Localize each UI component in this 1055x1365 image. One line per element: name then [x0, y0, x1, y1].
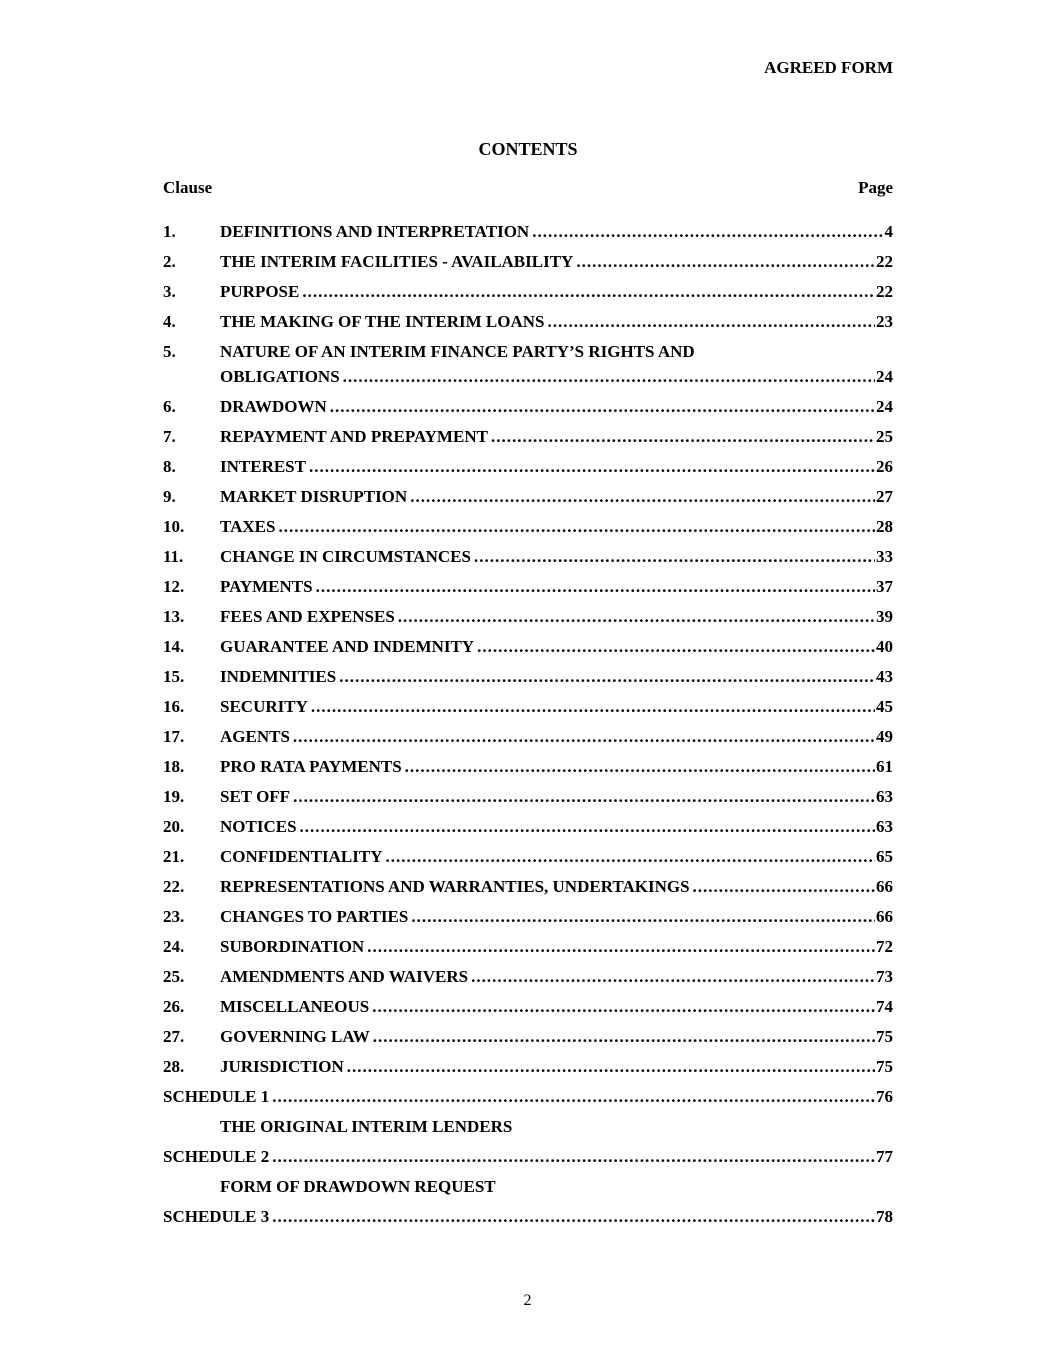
toc-entry-number: 13. — [163, 607, 185, 626]
toc-entry-number: 17. — [163, 727, 185, 746]
toc-entry-line — [220, 219, 893, 244]
toc-entry-body — [220, 844, 893, 869]
toc-entry-page: 63 — [876, 787, 893, 806]
toc-entry — [163, 784, 893, 809]
toc-entry-body — [163, 1204, 893, 1229]
toc-entry-title: DEFINITIONS AND INTERPRETATION — [220, 222, 530, 241]
dot-leader — [373, 1024, 875, 1049]
toc-entry — [163, 309, 893, 334]
toc-entry-number: 11. — [163, 547, 184, 566]
toc-entry-body — [220, 784, 893, 809]
toc-entry — [163, 574, 893, 599]
toc-entry-line — [163, 1144, 893, 1169]
toc-entry-title: CHANGE IN CIRCUMSTANCES — [220, 547, 471, 566]
dot-leader — [300, 814, 875, 839]
toc-entry-page: 24 — [876, 397, 893, 416]
toc-entry-body — [220, 1174, 893, 1199]
toc-entry — [163, 664, 893, 689]
dot-leader — [693, 874, 875, 899]
toc-entry-title: PRO RATA PAYMENTS — [220, 757, 402, 776]
toc-entry-title: SCHEDULE 1 — [163, 1087, 270, 1106]
toc-entry-title: SECURITY — [220, 697, 308, 716]
toc-entry-page: 27 — [876, 487, 893, 506]
toc-entry-line — [220, 249, 893, 274]
toc-entry-title: INDEMNITIES — [220, 667, 337, 686]
toc-entry-body — [220, 694, 893, 719]
toc-entry-page: 72 — [876, 937, 893, 956]
toc-entry-line — [220, 1054, 893, 1079]
toc-entry-page: 63 — [876, 817, 893, 836]
toc-entry-page: 49 — [876, 727, 893, 746]
toc-entry-title: DRAWDOWN — [220, 397, 327, 416]
dot-leader — [547, 309, 875, 334]
toc-entry-body — [220, 309, 893, 334]
toc-entry-line — [220, 1024, 893, 1049]
toc-entry-title: NOTICES — [220, 817, 297, 836]
toc-entry-body — [220, 249, 893, 274]
dot-leader — [343, 364, 875, 389]
toc-entry — [163, 634, 893, 659]
toc-entry-title: MARKET DISRUPTION — [220, 487, 408, 506]
dot-leader — [272, 1084, 875, 1109]
toc-entry-page: 65 — [876, 847, 893, 866]
toc-entry-body — [220, 424, 893, 449]
toc-entry-line — [220, 424, 893, 449]
toc-entry-title: GOVERNING LAW — [220, 1027, 370, 1046]
toc-entry-number: 12. — [163, 577, 185, 596]
agreed-form-label: AGREED FORM — [764, 58, 893, 77]
toc-entry-line — [220, 309, 893, 334]
toc-entry — [163, 964, 893, 989]
toc-entry-line — [220, 694, 893, 719]
dot-leader — [411, 904, 875, 929]
toc-entry-body — [220, 1054, 893, 1079]
toc-entry — [163, 814, 893, 839]
dot-leader — [398, 604, 875, 629]
toc-entry-line — [220, 364, 893, 389]
toc-entry — [163, 339, 893, 389]
toc-entry-number: 3. — [163, 282, 176, 301]
dot-leader — [477, 634, 875, 659]
table-of-contents — [163, 219, 893, 1229]
toc-entry — [163, 514, 893, 539]
toc-entry-body — [220, 484, 893, 509]
toc-entry-line — [220, 934, 893, 959]
toc-entry-body — [220, 874, 893, 899]
dot-leader — [410, 484, 875, 509]
toc-entry — [163, 394, 893, 419]
toc-entry — [163, 994, 893, 1019]
toc-entry-body — [220, 339, 893, 389]
toc-entry-body — [220, 454, 893, 479]
toc-entry-page: 39 — [876, 607, 893, 626]
toc-entry-line — [220, 514, 893, 539]
toc-entry-line — [220, 994, 893, 1019]
toc-entry-body — [220, 279, 893, 304]
toc-entry-line: FORM OF DRAWDOWN REQUEST — [220, 1177, 496, 1196]
toc-entry-line — [220, 784, 893, 809]
toc-entry-body — [220, 544, 893, 569]
dot-leader — [367, 934, 875, 959]
toc-entry — [163, 544, 893, 569]
toc-entry-line — [220, 279, 893, 304]
toc-entry-line — [220, 814, 893, 839]
dot-leader — [272, 1144, 875, 1169]
toc-entry-number — [163, 1174, 220, 1199]
toc-entry-number: 21. — [163, 847, 185, 866]
toc-entry-number: 1. — [163, 222, 176, 241]
toc-entry — [163, 1024, 893, 1049]
toc-entry-line — [220, 964, 893, 989]
toc-entry-line — [220, 574, 893, 599]
toc-entry-line — [220, 724, 893, 749]
toc-entry-line — [220, 844, 893, 869]
toc-entry-page: 25 — [876, 427, 893, 446]
dot-leader — [372, 994, 875, 1019]
toc-entry — [163, 454, 893, 479]
dot-leader — [347, 1054, 875, 1079]
toc-entry — [163, 724, 893, 749]
dot-leader — [293, 784, 875, 809]
toc-entry-line — [220, 544, 893, 569]
dot-leader — [309, 454, 875, 479]
toc-entry-body — [220, 1024, 893, 1049]
toc-entry-body — [220, 514, 893, 539]
toc-entry-line: NATURE OF AN INTERIM FINANCE PARTY’S RIGHTS AND — [220, 342, 695, 361]
toc-entry-page: 45 — [876, 697, 893, 716]
toc-entry-body — [220, 219, 893, 244]
toc-entry-body — [163, 1084, 893, 1109]
toc-entry-title: OBLIGATIONS — [220, 367, 340, 386]
toc-entry-page: 22 — [876, 282, 893, 301]
toc-entry-line — [220, 754, 893, 779]
toc-entry-title: CHANGES TO PARTIES — [220, 907, 409, 926]
toc-entry-title: PURPOSE — [220, 282, 300, 301]
toc-entry-title: AGENTS — [220, 727, 290, 746]
toc-entry — [163, 424, 893, 449]
toc-entry-page: 74 — [876, 997, 893, 1016]
toc-entry-page: 75 — [876, 1057, 893, 1076]
toc-entry-title: SCHEDULE 3 — [163, 1207, 270, 1226]
dot-leader — [293, 724, 875, 749]
dot-leader — [532, 219, 883, 244]
toc-entry-page: 37 — [876, 577, 893, 596]
toc-entry — [163, 844, 893, 869]
dot-leader — [474, 544, 875, 569]
toc-entry-line — [220, 634, 893, 659]
toc-entry-number: 24. — [163, 937, 185, 956]
dot-leader — [405, 754, 875, 779]
toc-entry-line — [220, 664, 893, 689]
toc-entry-line — [220, 484, 893, 509]
toc-entry-number: 16. — [163, 697, 185, 716]
dot-leader — [316, 574, 875, 599]
dot-leader — [278, 514, 875, 539]
toc-entry-page: 61 — [876, 757, 893, 776]
toc-entry — [163, 1084, 893, 1109]
toc-entry-page: 66 — [876, 877, 893, 896]
contents-title: CONTENTS — [478, 139, 578, 159]
toc-entry-title: SUBORDINATION — [220, 937, 365, 956]
toc-entry — [163, 694, 893, 719]
toc-entry-number: 27. — [163, 1027, 185, 1046]
toc-entry — [163, 904, 893, 929]
toc-entry-body — [220, 604, 893, 629]
toc-entry-page: 43 — [876, 667, 893, 686]
toc-entry — [163, 604, 893, 629]
toc-entry-line — [220, 604, 893, 629]
toc-entry-number — [163, 1114, 220, 1139]
toc-entry-number: 19. — [163, 787, 185, 806]
toc-entry-page: 66 — [876, 907, 893, 926]
dot-leader — [491, 424, 875, 449]
toc-entry-body — [163, 1144, 893, 1169]
toc-entry — [163, 279, 893, 304]
toc-entry — [163, 874, 893, 899]
dot-leader — [471, 964, 875, 989]
toc-entry-page: 76 — [876, 1087, 893, 1106]
toc-entry-page: 78 — [876, 1207, 893, 1226]
toc-entry-line — [220, 454, 893, 479]
toc-entry-body — [220, 964, 893, 989]
dot-leader — [385, 844, 875, 869]
toc-entry-body — [220, 1114, 893, 1139]
toc-entry — [163, 1114, 893, 1139]
toc-entry-number: 26. — [163, 997, 185, 1016]
toc-entry-page: 40 — [876, 637, 893, 656]
toc-entry-page: 26 — [876, 457, 893, 476]
toc-entry — [163, 1054, 893, 1079]
dot-leader — [339, 664, 875, 689]
toc-entry-body — [220, 394, 893, 419]
toc-entry — [163, 219, 893, 244]
toc-entry-number: 5. — [163, 342, 176, 361]
toc-entry-title: SCHEDULE 2 — [163, 1147, 270, 1166]
toc-entry-title: FEES AND EXPENSES — [220, 607, 395, 626]
toc-entry-title: TAXES — [220, 517, 276, 536]
toc-entry-title: THE MAKING OF THE INTERIM LOANS — [220, 312, 545, 331]
toc-entry-number: 15. — [163, 667, 185, 686]
toc-entry — [163, 1174, 893, 1199]
toc-entry-line — [163, 1204, 893, 1229]
clause-column-header: Clause — [163, 178, 213, 197]
toc-entry — [163, 754, 893, 779]
dot-leader — [272, 1204, 875, 1229]
toc-entry-page: 22 — [876, 252, 893, 271]
toc-entry-body — [220, 814, 893, 839]
toc-entry-body — [220, 664, 893, 689]
footer-page-number: 2 — [523, 1292, 532, 1309]
toc-entry-number: 23. — [163, 907, 185, 926]
toc-entry-number: 14. — [163, 637, 185, 656]
toc-entry-title: REPRESENTATIONS AND WARRANTIES, UNDERTAKINGS — [220, 877, 690, 896]
toc-entry-page: 73 — [876, 967, 893, 986]
page-column-header: Page — [858, 178, 893, 197]
toc-entry-body — [220, 754, 893, 779]
dot-leader — [311, 694, 875, 719]
toc-entry-line — [220, 394, 893, 419]
toc-entry-body — [220, 994, 893, 1019]
toc-entry-title: INTEREST — [220, 457, 306, 476]
toc-entry-number: 10. — [163, 517, 185, 536]
dot-leader — [302, 279, 875, 304]
toc-entry-line — [220, 904, 893, 929]
toc-entry-title: CONFIDENTIALITY — [220, 847, 383, 866]
toc-entry — [163, 1144, 893, 1169]
toc-entry-title: AMENDMENTS AND WAIVERS — [220, 967, 469, 986]
toc-entry — [163, 1204, 893, 1229]
toc-entry-title: REPAYMENT AND PREPAYMENT — [220, 427, 488, 446]
toc-entry-body — [220, 724, 893, 749]
toc-entry-line: THE ORIGINAL INTERIM LENDERS — [220, 1117, 513, 1136]
toc-entry-title: PAYMENTS — [220, 577, 313, 596]
toc-entry-title: JURISDICTION — [220, 1057, 344, 1076]
toc-entry-page: 77 — [876, 1147, 893, 1166]
dot-leader — [330, 394, 875, 419]
toc-entry — [163, 484, 893, 509]
toc-entry-number: 4. — [163, 312, 176, 331]
toc-entry-line — [163, 1084, 893, 1109]
toc-entry-title: SET OFF — [220, 787, 291, 806]
toc-entry-page: 4 — [884, 222, 893, 241]
toc-entry-body — [220, 904, 893, 929]
toc-entry-number: 18. — [163, 757, 185, 776]
toc-entry-line — [220, 874, 893, 899]
toc-entry-number: 20. — [163, 817, 185, 836]
toc-entry-number: 22. — [163, 877, 185, 896]
toc-entry — [163, 249, 893, 274]
column-headers — [163, 177, 893, 198]
toc-entry — [163, 934, 893, 959]
toc-entry-title: THE INTERIM FACILITIES - AVAILABILITY — [220, 252, 574, 271]
toc-entry-page: 33 — [876, 547, 893, 566]
toc-entry-page: 75 — [876, 1027, 893, 1046]
toc-entry-number: 25. — [163, 967, 185, 986]
toc-entry-page: 23 — [876, 312, 893, 331]
toc-entry-number: 6. — [163, 397, 176, 416]
toc-entry-title: GUARANTEE AND INDEMNITY — [220, 637, 475, 656]
toc-entry-number: 28. — [163, 1057, 185, 1076]
toc-entry-body — [220, 934, 893, 959]
toc-entry-number: 8. — [163, 457, 176, 476]
toc-entry-body — [220, 634, 893, 659]
toc-entry-page: 28 — [876, 517, 893, 536]
toc-entry-body — [220, 574, 893, 599]
toc-entry-page: 24 — [876, 367, 893, 386]
dot-leader — [576, 249, 875, 274]
toc-entry-number: 7. — [163, 427, 176, 446]
toc-entry-title: MISCELLANEOUS — [220, 997, 370, 1016]
toc-entry-number: 9. — [163, 487, 176, 506]
toc-entry-number: 2. — [163, 252, 176, 271]
